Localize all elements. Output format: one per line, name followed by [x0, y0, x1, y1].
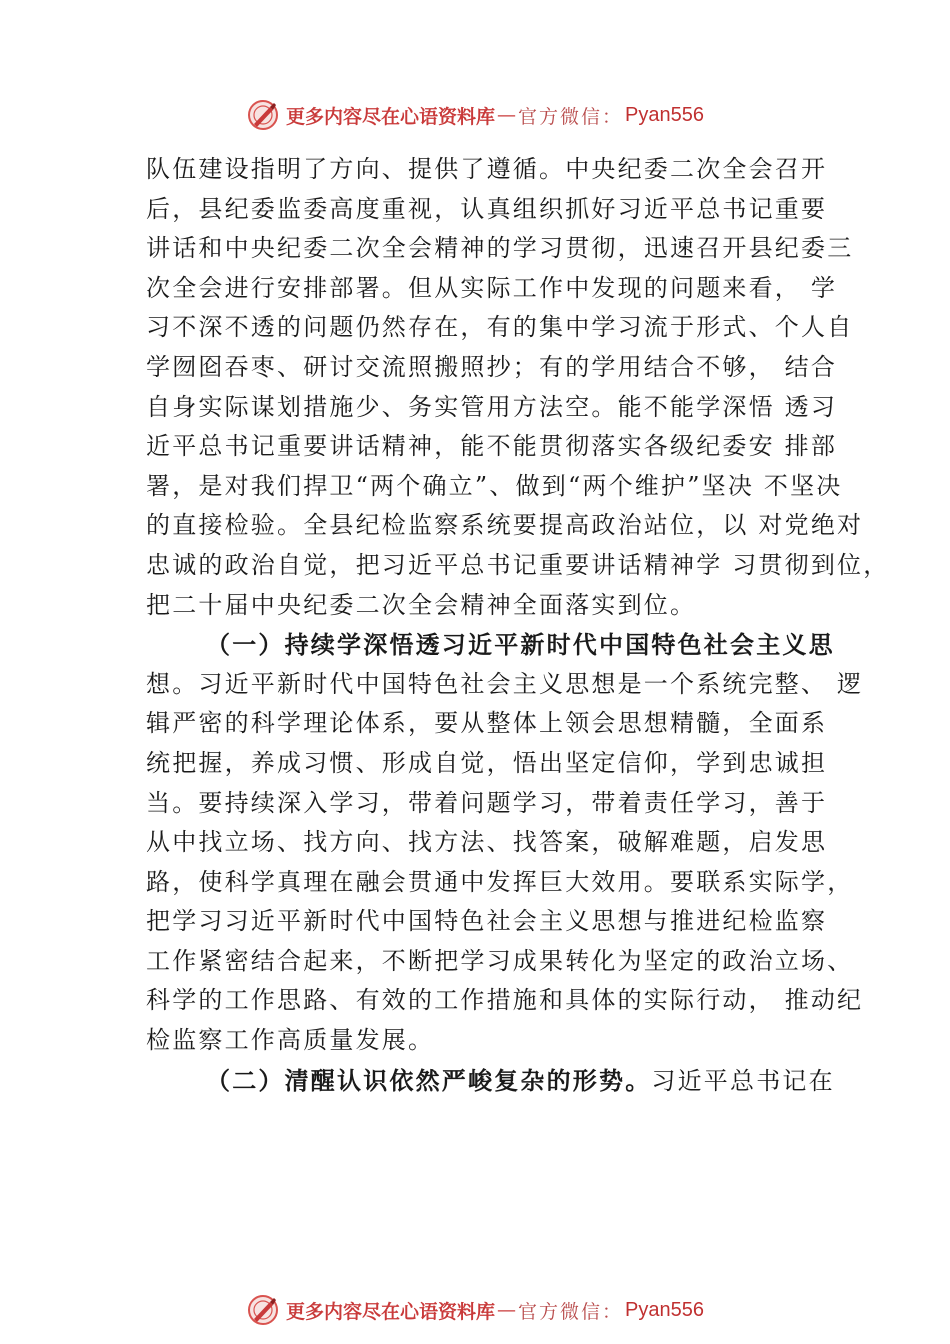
header-watermark: [0, 95, 950, 135]
watermark-official-label: 官方微信：: [518, 105, 624, 128]
watermark-wechat-id: Pyan556: [625, 103, 704, 126]
watermark-dash: —: [497, 1299, 517, 1321]
body-line: 路，使科学真理在融会贯通中发挥巨大效用。要联系实际学，: [146, 867, 854, 896]
section-heading-1: （一）持续学深悟透习近平新时代中国特色社会主义思: [206, 630, 835, 660]
body-line: 工作紧密结合起来，不断把学习成果转化为坚定的政治立场、: [146, 946, 854, 975]
body-line: 忠诚的政治自觉，把习近平总书记重要讲话精神学 习贯彻到位，: [146, 550, 890, 579]
watermark-official-label: 官方微信：: [518, 1300, 624, 1323]
body-line: 把学习习近平新时代中国特色社会主义思想与推进纪检监察: [146, 907, 828, 936]
section-heading-2-title: （二）清醒认识依然严峻复杂的形势。: [206, 1065, 652, 1095]
body-line: 习不深不透的问题仍然存在，有的集中学习流于形式、个人自: [146, 313, 854, 342]
brand-logo-icon: [246, 98, 280, 132]
body-line: 近平总书记重要讲话精神，能不能贯彻落实各级纪委安 排部: [146, 432, 838, 461]
watermark-dash: —: [497, 104, 517, 126]
body-line: 辑严密的科学理论体系，要从整体上领会思想精髓，全面系: [146, 709, 828, 738]
body-line: 次全会进行安排部署。但从实际工作中发现的问题来看， 学: [146, 273, 838, 302]
body-line: 队伍建设指明了方向、提供了遵循。中央纪委二次全会召开: [146, 155, 828, 183]
body-line: 把二十届中央纪委二次全会精神全面落实到位。: [146, 590, 697, 619]
watermark-wechat-id: Pyan556: [625, 1298, 704, 1321]
body-line: 当。要持续深入学习，带着问题学习，带着责任学习，善于: [146, 788, 828, 817]
body-line: 检监察工作高质量发展。: [146, 1026, 435, 1055]
body-line: 后，县纪委监委高度重视，认真组织抓好习近平总书记重要: [146, 194, 828, 223]
section-heading-2-text: 习近平总书记在: [651, 1066, 835, 1095]
brand-logo-icon: [246, 1293, 280, 1327]
body-line: 学囫囵吞枣、研讨交流照搬照抄；有的学用结合不够， 结合: [146, 352, 838, 381]
footer-watermark: [0, 1290, 950, 1330]
body-line: 科学的工作思路、有效的工作措施和具体的实际行动， 推动纪: [146, 986, 864, 1015]
body-line: 署，是对我们捍卫“两个确立”、做到“两个维护”坚决 不坚决: [146, 471, 843, 500]
body-line: 想。习近平新时代中国特色社会主义思想是一个系统完整、 逻: [146, 669, 864, 698]
section-heading-2: [146, 1061, 836, 1101]
body-line: 自身实际谋划措施少、务实管用方法空。能不能学深悟 透习: [146, 392, 838, 421]
document-body: [146, 150, 890, 1100]
body-line: 的直接检验。全县纪检监察系统要提高政治站位，以 对党绝对: [146, 511, 864, 540]
watermark-brand-text: 更多内容尽在心语资料库: [286, 1300, 496, 1323]
body-line: 统把握，养成习惯、形成自觉，悟出坚定信仰，学到忠诚担: [146, 748, 828, 777]
body-line: 从中找立场、找方向、找方法、找答案，破解难题，启发思: [146, 828, 828, 857]
body-line: 讲话和中央纪委二次全会精神的学习贯彻，迅速召开县纪委三: [146, 234, 854, 263]
watermark-brand-text: 更多内容尽在心语资料库: [286, 105, 496, 128]
